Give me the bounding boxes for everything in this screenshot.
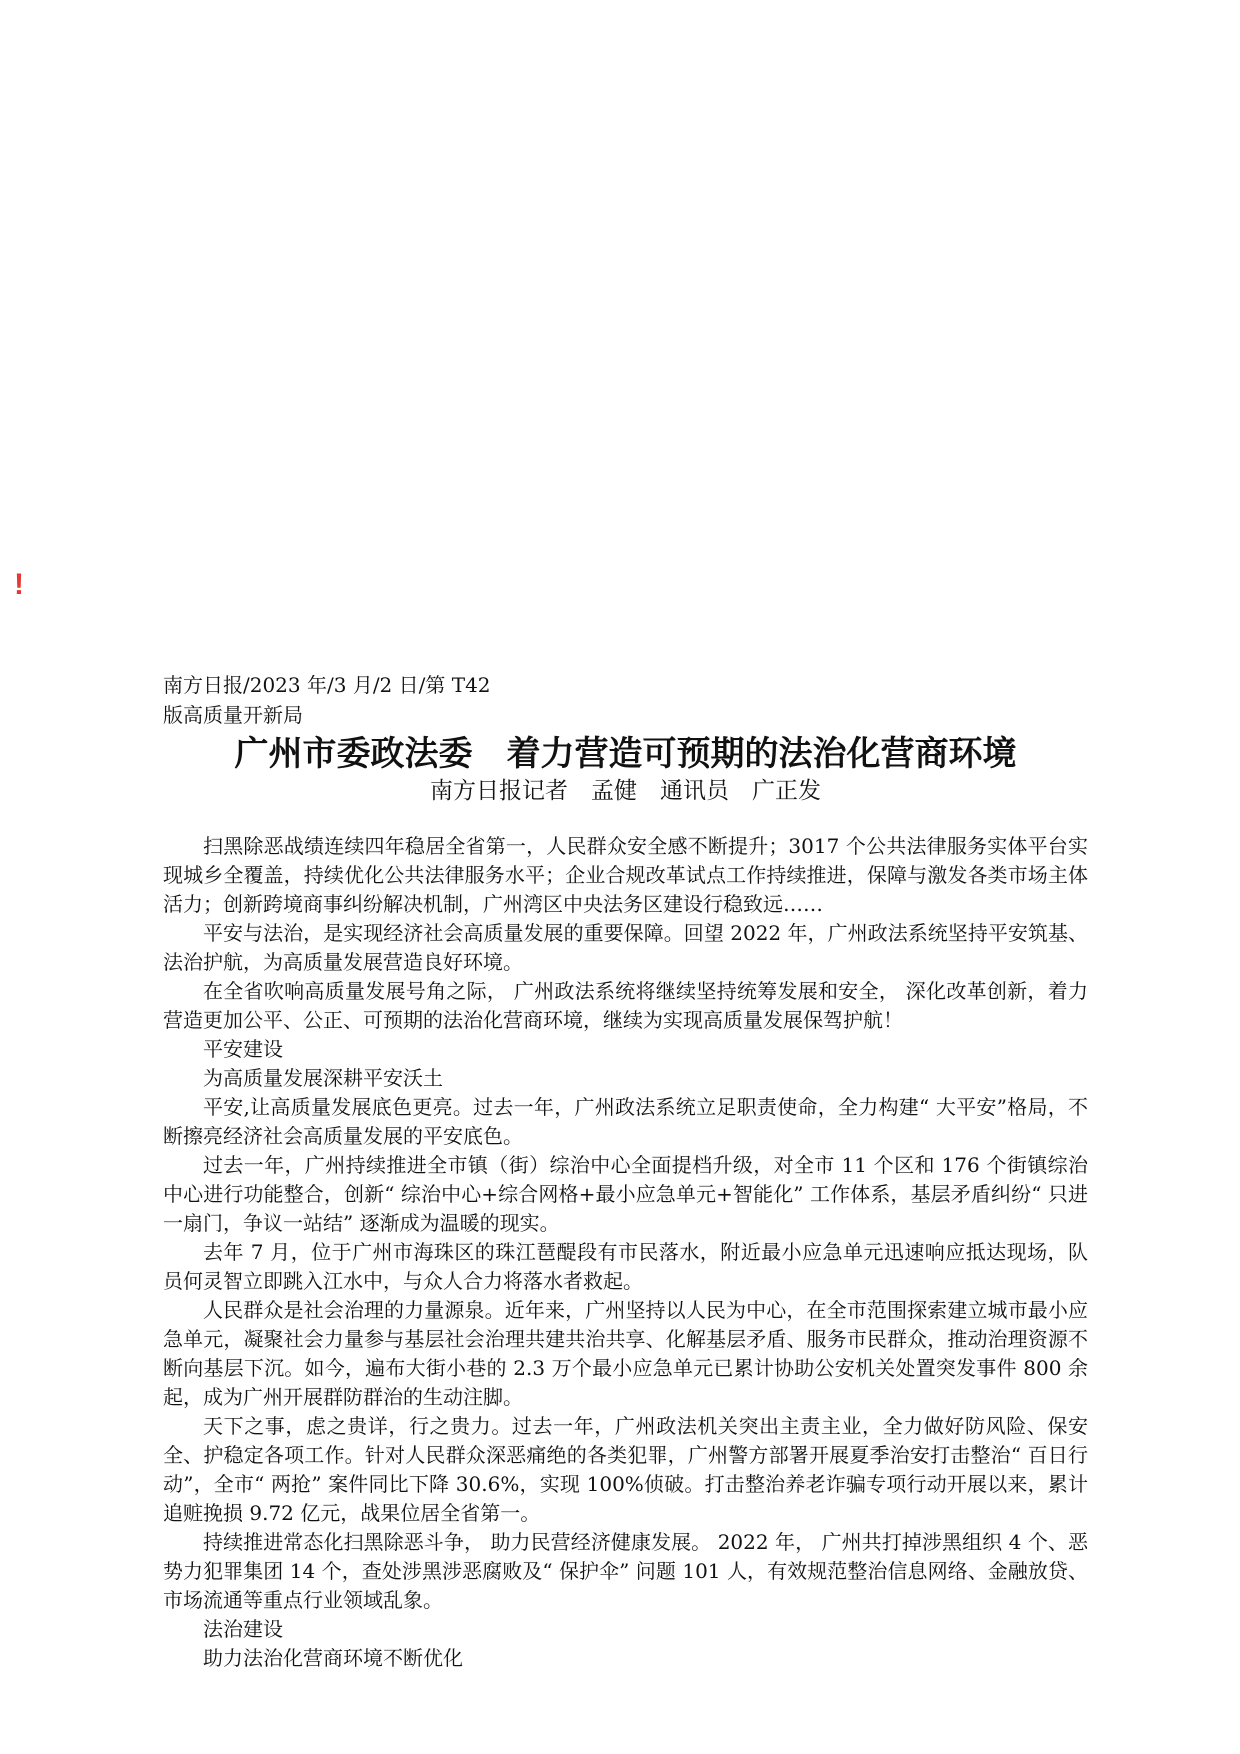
article-title: 广州市委政法委 着力营造可预期的法治化营商环境 (234, 734, 1017, 774)
paragraph-2: 平安与法治，是实现经济社会高质量发展的重要保障。回望 2022 年，广州政法系统坚持平安筑基、法治护航，为高质量发展营造良好环境。 (163, 921, 1088, 974)
section-heading-safety: 平安建设 (203, 1037, 283, 1061)
byline: 南方日报记者 孟健 通讯员 广正发 (430, 778, 821, 804)
paragraph-7: 过去一年，广州持续推进全市镇（街）综治中心全面提档升级，对全市 11 个区和 176 个街镇综治中心进行功能整合，创新“ 综治中心+综合网格+最小应急单元+智能化” 工作体系，基层矛盾纠纷“ 只进一扇门，争议一站结” 逐渐成为温暖的现实。 (163, 1153, 1088, 1235)
section-subheading-safety: 为高质量发展深耕平安沃土 (203, 1066, 443, 1090)
paragraph-3: 在全省吹响高质量发展号角之际， 广州政法系统将继续坚持统筹发展和安全， 深化改革创新，着力营造更加公平、公正、可预期的法治化营商环境，继续为实现高质量发展保驾护航！ (163, 979, 1088, 1032)
paragraph-10: 天下之事，虑之贵详，行之贵力。过去一年，广州政法机关突出主责主业，全力做好防风险、保安全、护稳定各项工作。针对人民群众深恶痛绝的各类犯罪，广州警方部署开展夏季治安打击整治“ 百日行动”，全市“ 两抢” 案件同比下降 30.6%，实现 100%侦破。打击整治养老诈骗专项行动开展以来，累计追赃挽损 9.72 亿元，战果位居全省第一。 (163, 1414, 1088, 1525)
paragraph-6: 平安,让高质量发展底色更亮。过去一年，广州政法系统立足职责使命，全力构建“ 大平安”格局，不断擦亮经济社会高质量发展的平安底色。 (163, 1095, 1088, 1148)
paragraph-9: 人民群众是社会治理的力量源泉。近年来，广州坚持以人民为中心，在全市范围探索建立城市最小应急单元，凝聚社会力量参与基层社会治理共建共治共享、化解基层矛盾、服务市民群众，推动治理资源不断向基层下沉。如今，遍布大街小巷的 2.3 万个最小应急单元已累计协助公安机关处置突发事件 800 余起，成为广州开展群防群治的生动注脚。 (163, 1298, 1088, 1409)
section-subheading-rule-of-law: 助力法治化营商环境不断优化 (203, 1646, 463, 1670)
paragraph-8: 去年 7 月，位于广州市海珠区的珠江琶醍段有市民落水，附近最小应急单元迅速响应抵达现场，队员何灵智立即跳入江水中，与众人合力将落水者救起。 (163, 1240, 1088, 1293)
paragraph-11: 持续推进常态化扫黑除恶斗争， 助力民营经济健康发展。 2022 年， 广州共打掉涉黑组织 4 个、恶势力犯罪集团 14 个，查处涉黑涉恶腐败及“ 保护伞” 问题 101 人，有效规范整治信息网络、金融放贷、市场流通等重点行业领域乱象。 (163, 1530, 1088, 1612)
section-heading-rule-of-law: 法治建设 (203, 1617, 283, 1641)
warning-mark: ! (14, 568, 24, 601)
source-line-1: 南方日报/2023 年/3 月/2 日/第 T42 (163, 673, 491, 697)
article (163, 670, 1088, 1673)
source-line-2: 版高质量开新局 (163, 703, 303, 727)
paragraph-1: 扫黑除恶战绩连续四年稳居全省第一，人民群众安全感不断提升；3017 个公共法律服务实体平台实现城乡全覆盖，持续优化公共法律服务水平；企业合规改革试点工作持续推进，保障与激发各类市场主体活力；创新跨境商事纠纷解决机制，广州湾区中央法务区建设行稳致远…… (163, 834, 1088, 916)
